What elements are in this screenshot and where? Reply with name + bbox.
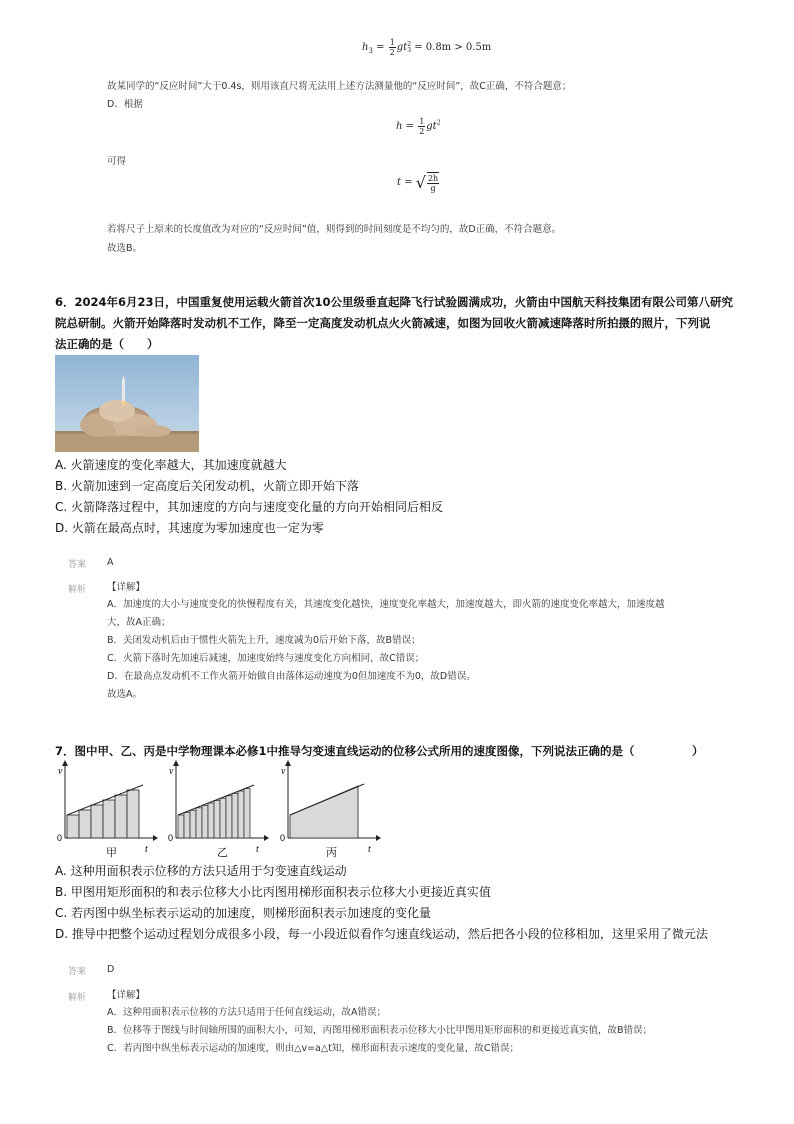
analysis-line: A．这种用面积表示位移的方法只适用于任何直线运动，故A错误； [107,1007,386,1018]
equation-h: h = $\frac{1}{2}$ $gt^2$ [396,117,441,136]
equation-h3: $h_3$ = $\frac{1}{2}$ gt 2 3 = 0.8m > 0.5m [362,38,492,57]
analysis-line: B．关闭发动机后由于惯性火箭先上升，速度减为0后开始下落，故B错误； [107,635,421,646]
q6-detail-heading: 【详解】 [107,582,146,593]
q6-option-b[interactable]: B. 火箭加速到一定高度后关闭发动机，火箭立即开始下落 [55,479,359,493]
q7-analysis [107,1006,652,1060]
analysis-line: D．在最高点发动机不工作火箭开始做自由落体运动速度为0但加速度不为0，故D错误。 [107,671,476,682]
graph-bing-v-label: v [281,766,286,777]
graph-jia-t-label: t [145,844,148,855]
q6-analysis [107,598,665,706]
solution-line-c: 故某同学的“反应时间”大于0.4s，则用该直尺将无法用上述方法测量他的“反应时间”，故C正确，不符合题意； [107,81,572,92]
analysis-line: C．火箭下落时先加速后减速，加速度始终与速度变化方向相同，故C错误； [107,653,425,664]
q6-option-c[interactable]: C. 火箭降落过程中，其加速度的方向与速度变化量的方向开始相同后相反 [55,500,444,514]
analysis-line: 故选A。 [107,689,142,700]
q7-analysis-label: 解析 [68,993,87,1003]
graph-yi-origin: 0 [168,833,174,843]
solution-line-d: D．根据 [107,99,143,110]
q7-option-c[interactable]: C. 若丙图中纵坐标表示运动的加速度，则梯形面积表示加速度的变化量 [55,906,432,920]
q6-options [55,456,443,540]
analysis-line: A．加速度的大小与速度变化的快慢程度有关，其速度变化越快，速度变化率越大，加速度越大，即火箭的速度变化率越大，加速度越 [107,599,665,610]
equation-t: t = √ $\frac{2h}{g}$ [397,173,439,193]
graph-jia-caption: 甲 [106,846,117,859]
graph-jia-origin: 0 [57,833,63,843]
q7-option-d[interactable]: D. 推导中把整个运动过程划分成很多小段，每一小段近似看作匀速直线运动，然后把各小段的位移相加，这里采用了微元法 [55,927,708,941]
analysis-line: C．若丙图中纵坐标表示运动的加速度，则由△v=a△t知，梯形面积表示速度的变化量，故C错误； [107,1043,520,1054]
analysis-line: B．位移等于图线与时间轴所围的面积大小，可知，丙图用梯形面积表示位移大小比甲图用矩形面积的和更接近真实值，故B错误； [107,1025,653,1036]
q6-stem: 6．2024年6月23日，中国重复使用运载火箭首次10公里级垂直起降飞行试验圆满成功，火箭由中国航天科技集团有限公司第八研究 院总研制。火箭开始降落时发动机不工作，降至一定高度发动机点火火箭减速，如图为回收火箭减速降落时所拍摄的照片，下列说 法正确的是（ ） [55,295,734,351]
rocket-landing-photo [55,355,199,452]
q6-option-d[interactable]: D. 火箭在最高点时，其速度为零加速度也一定为零 [55,521,324,535]
q7-option-b[interactable]: B. 甲图用矩形面积的和表示位移大小比丙图用梯形面积表示位移大小更接近真实值 [55,885,491,899]
solution-line-ke: 可得 [107,156,127,167]
solution-line-ruo: 若将尺子上原来的长度值改为对应的“反应时间”值，则得到的时间刻度是不均匀的，故D正确，不符合题意。 [107,224,562,235]
q7-detail-heading: 【详解】 [107,990,146,1001]
q7-options [55,862,708,946]
analysis-line: 大，故A正确； [107,617,171,628]
solution-line-gu: 故选B。 [107,243,143,254]
q6-answer-label: 答案 [68,560,87,570]
q7-stem: 7．图中甲、乙、丙是中学物理课本必修1中推导匀变速直线运动的位移公式所用的速度图像，下列说法正确的是（ ） [55,744,704,758]
rocket-photo-graphic [55,355,199,452]
q6-answer: A [107,557,114,568]
q6-option-a[interactable]: A. 火箭速度的变化率越大，其加速度就越大 [55,458,287,472]
q6-analysis-label: 解析 [68,585,87,595]
graph-bing-caption: 丙 [326,846,337,859]
q7-option-a[interactable]: A. 这种用面积表示位移的方法只适用于匀变速直线运动 [55,864,347,878]
graph-yi-t-label: t [256,844,259,855]
graph-yi-v-label: v [169,766,174,777]
q7-answer: D [107,964,115,975]
graph-jia-v-label: v [58,766,63,777]
graph-bing-t-label: t [368,844,371,855]
graph-yi-caption: 乙 [217,846,228,859]
graph-bing-origin: 0 [280,833,286,843]
q7-answer-label: 答案 [68,967,87,977]
